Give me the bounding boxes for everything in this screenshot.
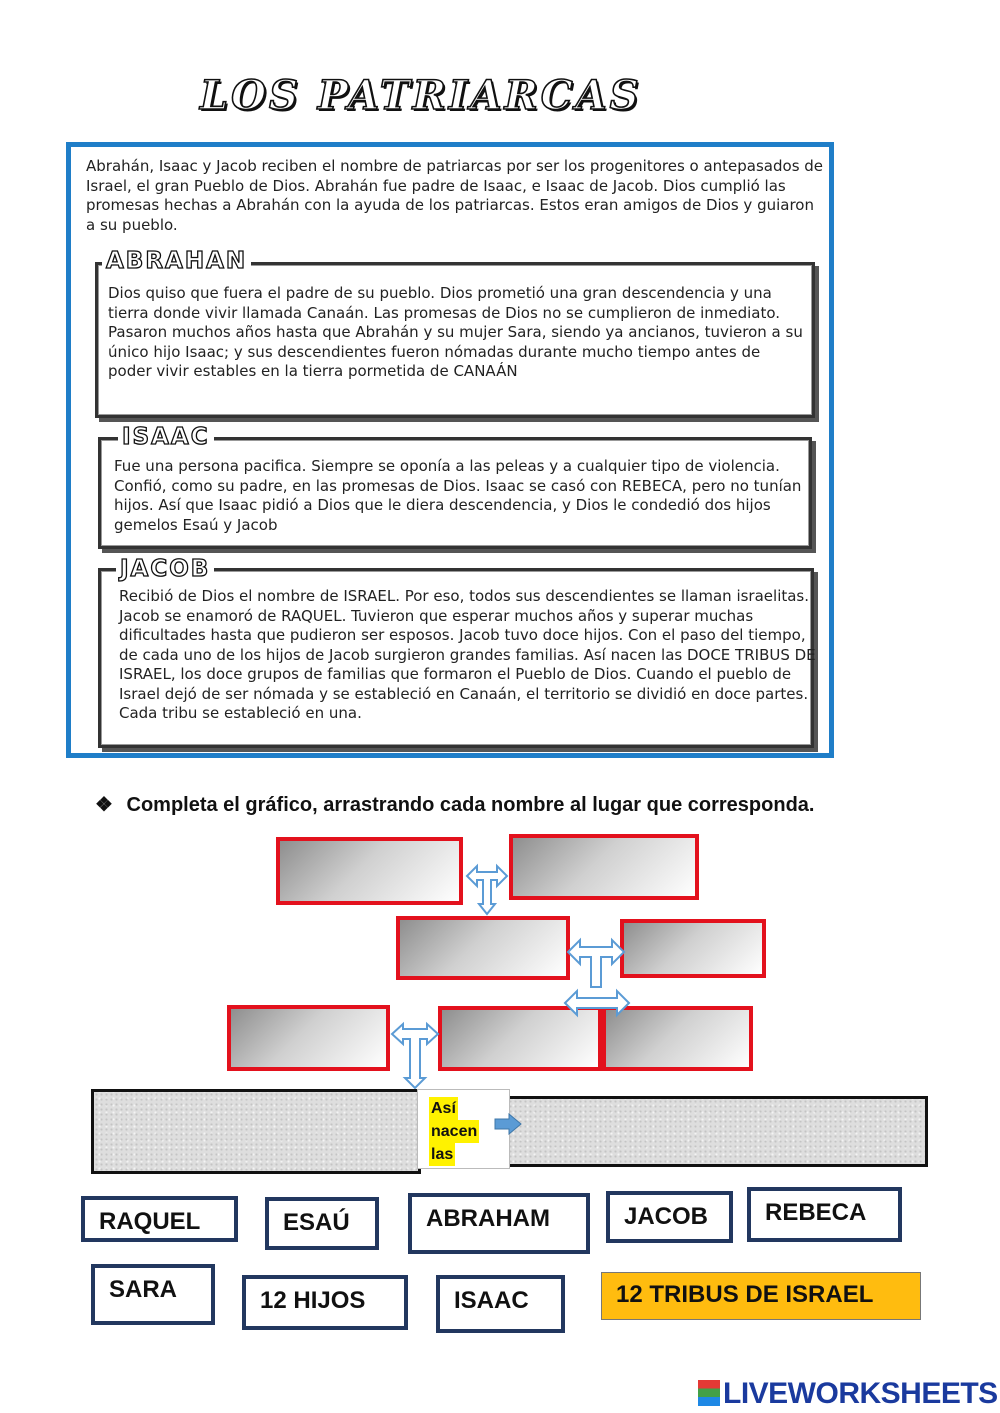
- word-tile-abraham[interactable]: ABRAHAM: [408, 1193, 590, 1254]
- isaac-text: Fue una persona pacifica. Siempre se oponía a las peleas y a cualquier tipo de violencia. Confió, como su padre, en las promesas de Dios. Isaac se casó con REBECA, pero no tunían hijos. Así que Isaac pidió a Dios que le diera descendencia, y Dios le condedió dos hijos gemelos Esaú y Jacob: [114, 457, 802, 534]
- page-title: LOS PATRIARCAS: [200, 72, 642, 119]
- word-tile-12-hijos[interactable]: 12 HIJOS: [242, 1275, 408, 1330]
- connector-arrow-icon: [390, 1020, 440, 1090]
- bridge-text-3: las: [429, 1143, 455, 1166]
- drop-zone-4[interactable]: [620, 919, 766, 978]
- intro-paragraph: Abrahán, Isaac y Jacob reciben el nombre de patriarcas por ser los progenitores o antepasados de Israel, el gran Pueblo de Dios. Abrahán fue padre de Isaac, e Isaac de Jacob. Dios cumplió las promesas hechas a Abrahán con la ayuda de los patriarcas. Estos eran amigos de Dios y guiaron a su pueblo.: [86, 157, 824, 234]
- bridge-text-2: nacen: [429, 1120, 479, 1143]
- word-tile-raquel[interactable]: RAQUEL: [81, 1196, 238, 1242]
- word-tile-sara[interactable]: SARA: [91, 1264, 215, 1325]
- abrahan-text: Dios quiso que fuera el padre de su pueblo. Dios prometió una gran descendencia y una tierra donde vivir llamada Canaán. Las promesas de Dios no se cumplieron de inmediato. Pasaron muchos años hasta que Abrahán y su mujer Sara, siendo ya ancianos, tuvieron a su único hijo Isaac; y sus descendientes fueron nómadas durante mucho tiempo antes de poder vivir estables en la tierra pormetida de CANAÁN: [108, 284, 803, 380]
- word-tile-rebeca[interactable]: REBECA: [747, 1187, 902, 1242]
- drop-zone-2[interactable]: [509, 834, 699, 900]
- abrahan-heading: ABRAHAN: [102, 248, 251, 274]
- liveworksheets-logo: [698, 1377, 998, 1411]
- connector-arrow-icon: [563, 986, 631, 1020]
- isaac-heading: ISAAC: [118, 424, 214, 450]
- instruction: [95, 792, 814, 817]
- connector-arrow-icon: [465, 858, 509, 916]
- word-tile-jacob[interactable]: JACOB: [606, 1191, 733, 1243]
- drop-zone-1[interactable]: [276, 837, 463, 905]
- logo-text: LIVEWORKSHEETS: [723, 1377, 998, 1410]
- word-tile-esau[interactable]: ESAÚ: [265, 1197, 379, 1250]
- bridge-text-1: Así: [429, 1097, 458, 1120]
- drop-zone-3[interactable]: [396, 916, 570, 980]
- word-tile-isaac[interactable]: ISAAC: [436, 1275, 565, 1333]
- logo-badge-icon: [698, 1380, 720, 1406]
- word-tile-12-tribus[interactable]: 12 TRIBUS DE ISRAEL: [601, 1272, 921, 1320]
- drop-zone-left-bar[interactable]: [91, 1089, 421, 1174]
- drop-zone-right-bar[interactable]: [505, 1096, 928, 1167]
- jacob-heading: JACOB: [116, 556, 214, 582]
- instruction-text: Completa el gráfico, arrastrando cada nombre al lugar que corresponda.: [126, 794, 815, 816]
- jacob-text: Recibió de Dios el nombre de ISRAEL. Por eso, todos sus descendientes se llaman israelitas. Jacob se enamoró de RAQUEL. Tuvieron que esperar muchos años y superar muchas dificultades hasta que pudieron ser esposos. Jacob tuvo doce hijos. Con el paso del tiempo, de cada uno de los hijos de Jacob surgieron grandes familias. Así nacen las DOCE TRIBUS DE ISRAEL, los doce grupos de familias que formaron el Pueblo de Dios. Cuando el pueblo de Israel dejó de ser nómada y se estableció en Canaán, el territorio se dividió en doce partes. Cada tribu se estableció en una.: [119, 587, 816, 722]
- drop-zone-5[interactable]: [227, 1005, 390, 1071]
- right-arrow-icon: [494, 1113, 522, 1135]
- diamond-bullet-icon: ❖: [95, 794, 113, 816]
